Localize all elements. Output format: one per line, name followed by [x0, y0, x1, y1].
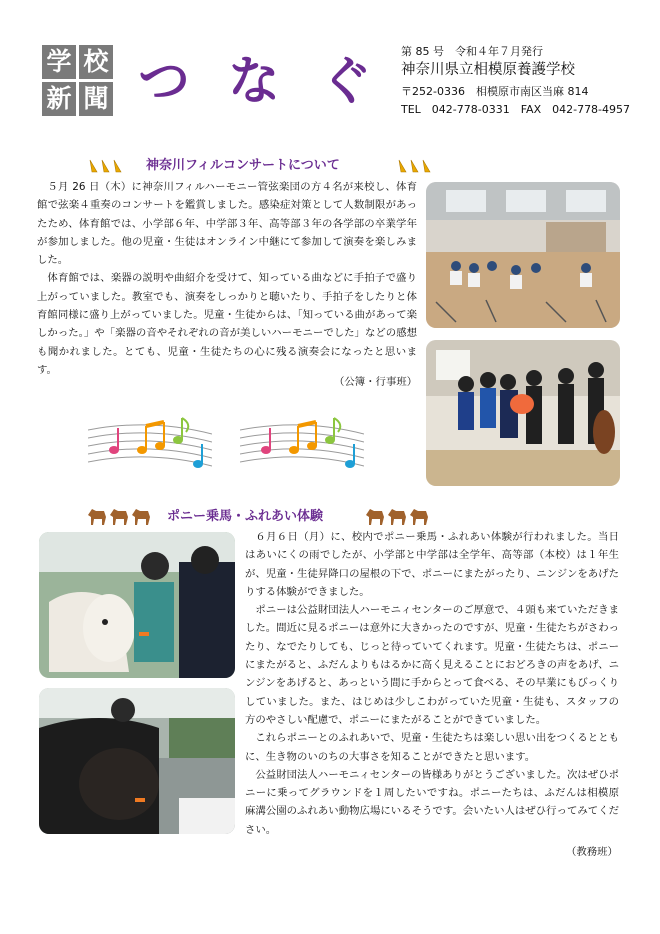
- pony-credit: （教務班）: [566, 846, 618, 858]
- concert-paragraph-2: 体育館では、楽器の説明や曲紹介を受けて、知っている曲などに手拍子で盛り上がっていました。教室でも、演奏をしっかりと聴いたり、手拍子をしたりと体育館同様に盛り上がっていました。児童・生徒からは、「知っている曲があって楽しかった。」や「楽器の音やそれぞれの音が美しいハーモニーでした」などの感想も聞かれました。とても、児童・生徒たちの心に残る演奏会になったと思います。: [37, 272, 417, 376]
- horse-icon: [364, 505, 432, 527]
- newspaper-title-char-1: つ: [138, 52, 191, 112]
- music-note-icon: [88, 414, 212, 478]
- concert-paragraph-1: ５月 26 日（木）に神奈川フィルハーモニー管弦楽団の方４名が来校し、体育館で弦楽４重奏のコンサートを鑑賞しました。感染症対策として人数制限があったため、体育館では、小学部６年、中学部３年、高等部３年の各学部の卒業学年が参加しました。他の児童・生徒はオンライン中継にて参加して演奏を楽しみました。: [37, 181, 417, 267]
- logo-char-3: 新: [42, 82, 76, 116]
- section-title-concert: 神奈川フィルコンサートについて: [146, 158, 340, 173]
- section-title-pony: ポニー乗馬・ふれあい体験: [167, 509, 324, 524]
- concert-article: [37, 178, 417, 379]
- bell-icon: [88, 156, 128, 176]
- newspaper-title-char-3: ぐ: [320, 52, 373, 112]
- school-name: 神奈川県立相模原養護学校: [401, 62, 575, 78]
- logo-char-2: 校: [79, 45, 113, 79]
- pony-paragraph-3: これらポニーとのふれあいで、児童・生徒たちは楽しい思い出をつくるとともに、生き物のいのちの大事さを知ることができたと思います。: [245, 732, 619, 763]
- concert-credit: （公簿・行事班）: [334, 376, 418, 388]
- pony-paragraph-1: ６月６日（月）に、校内でポニー乗馬・ふれあい体験が行われました。当日はあいにくの雨でしたが、小学部と中学部は全学年、高等部（本校）は１年生が、児童・生徒昇降口の屋根の下で、ポニーにまたがったり、ニンジンをあげたりする体験ができました。: [245, 531, 619, 598]
- horse-icon: [86, 505, 154, 527]
- bell-icon: [397, 156, 437, 176]
- school-address: 〒252-0336 相模原市南区当麻 814: [401, 85, 589, 98]
- issue-info: 第 85 号 令和４年７月発行: [401, 45, 543, 58]
- concert-bouquet-photo: [426, 340, 620, 486]
- music-note-icon: [240, 414, 364, 478]
- pony-carrot-photo: [39, 532, 235, 678]
- pony-article: [245, 528, 619, 839]
- school-tel-fax: TEL 042-778-0331 FAX 042-778-4957: [401, 103, 631, 116]
- logo-char-4: 聞: [79, 82, 113, 116]
- pony-paragraph-2: ポニーは公益財団法人ハーモニィセンターのご厚意で、４頭も来ていただきました。間近に見るポニーは意外に大きかったのですが、児童・生徒たちがさわったり、なでたりしても、じっと待っていてくれます。児童・生徒たちは、ポニーにまたがると、ふだんよりもはるかに高く見えることにおどろきの声をあげ、ニンジンをあげると、あっという間に手からとって食べる、その早業にもびっくりしていました。また、はじめは少しこわがっていた児童・生徒も、スタッフの方のやさしい配慮で、ポニーにまたがることができていました。: [245, 604, 619, 726]
- pony-umbrella-photo: [39, 688, 235, 834]
- logo-char-1: 学: [42, 45, 76, 79]
- newspaper-title-char-2: な: [228, 52, 281, 112]
- pony-paragraph-4: 公益財団法人ハーモニィセンターの皆様ありがとうございました。次はぜひポニーに乗ってグラウンドを１周したいですね。ポニーたちは、ふだんは相模原麻溝公園のふれあい動物広場にいるそうです。会いたい人はぜひ行ってみてください。: [245, 768, 619, 836]
- concert-gym-photo: [426, 182, 620, 328]
